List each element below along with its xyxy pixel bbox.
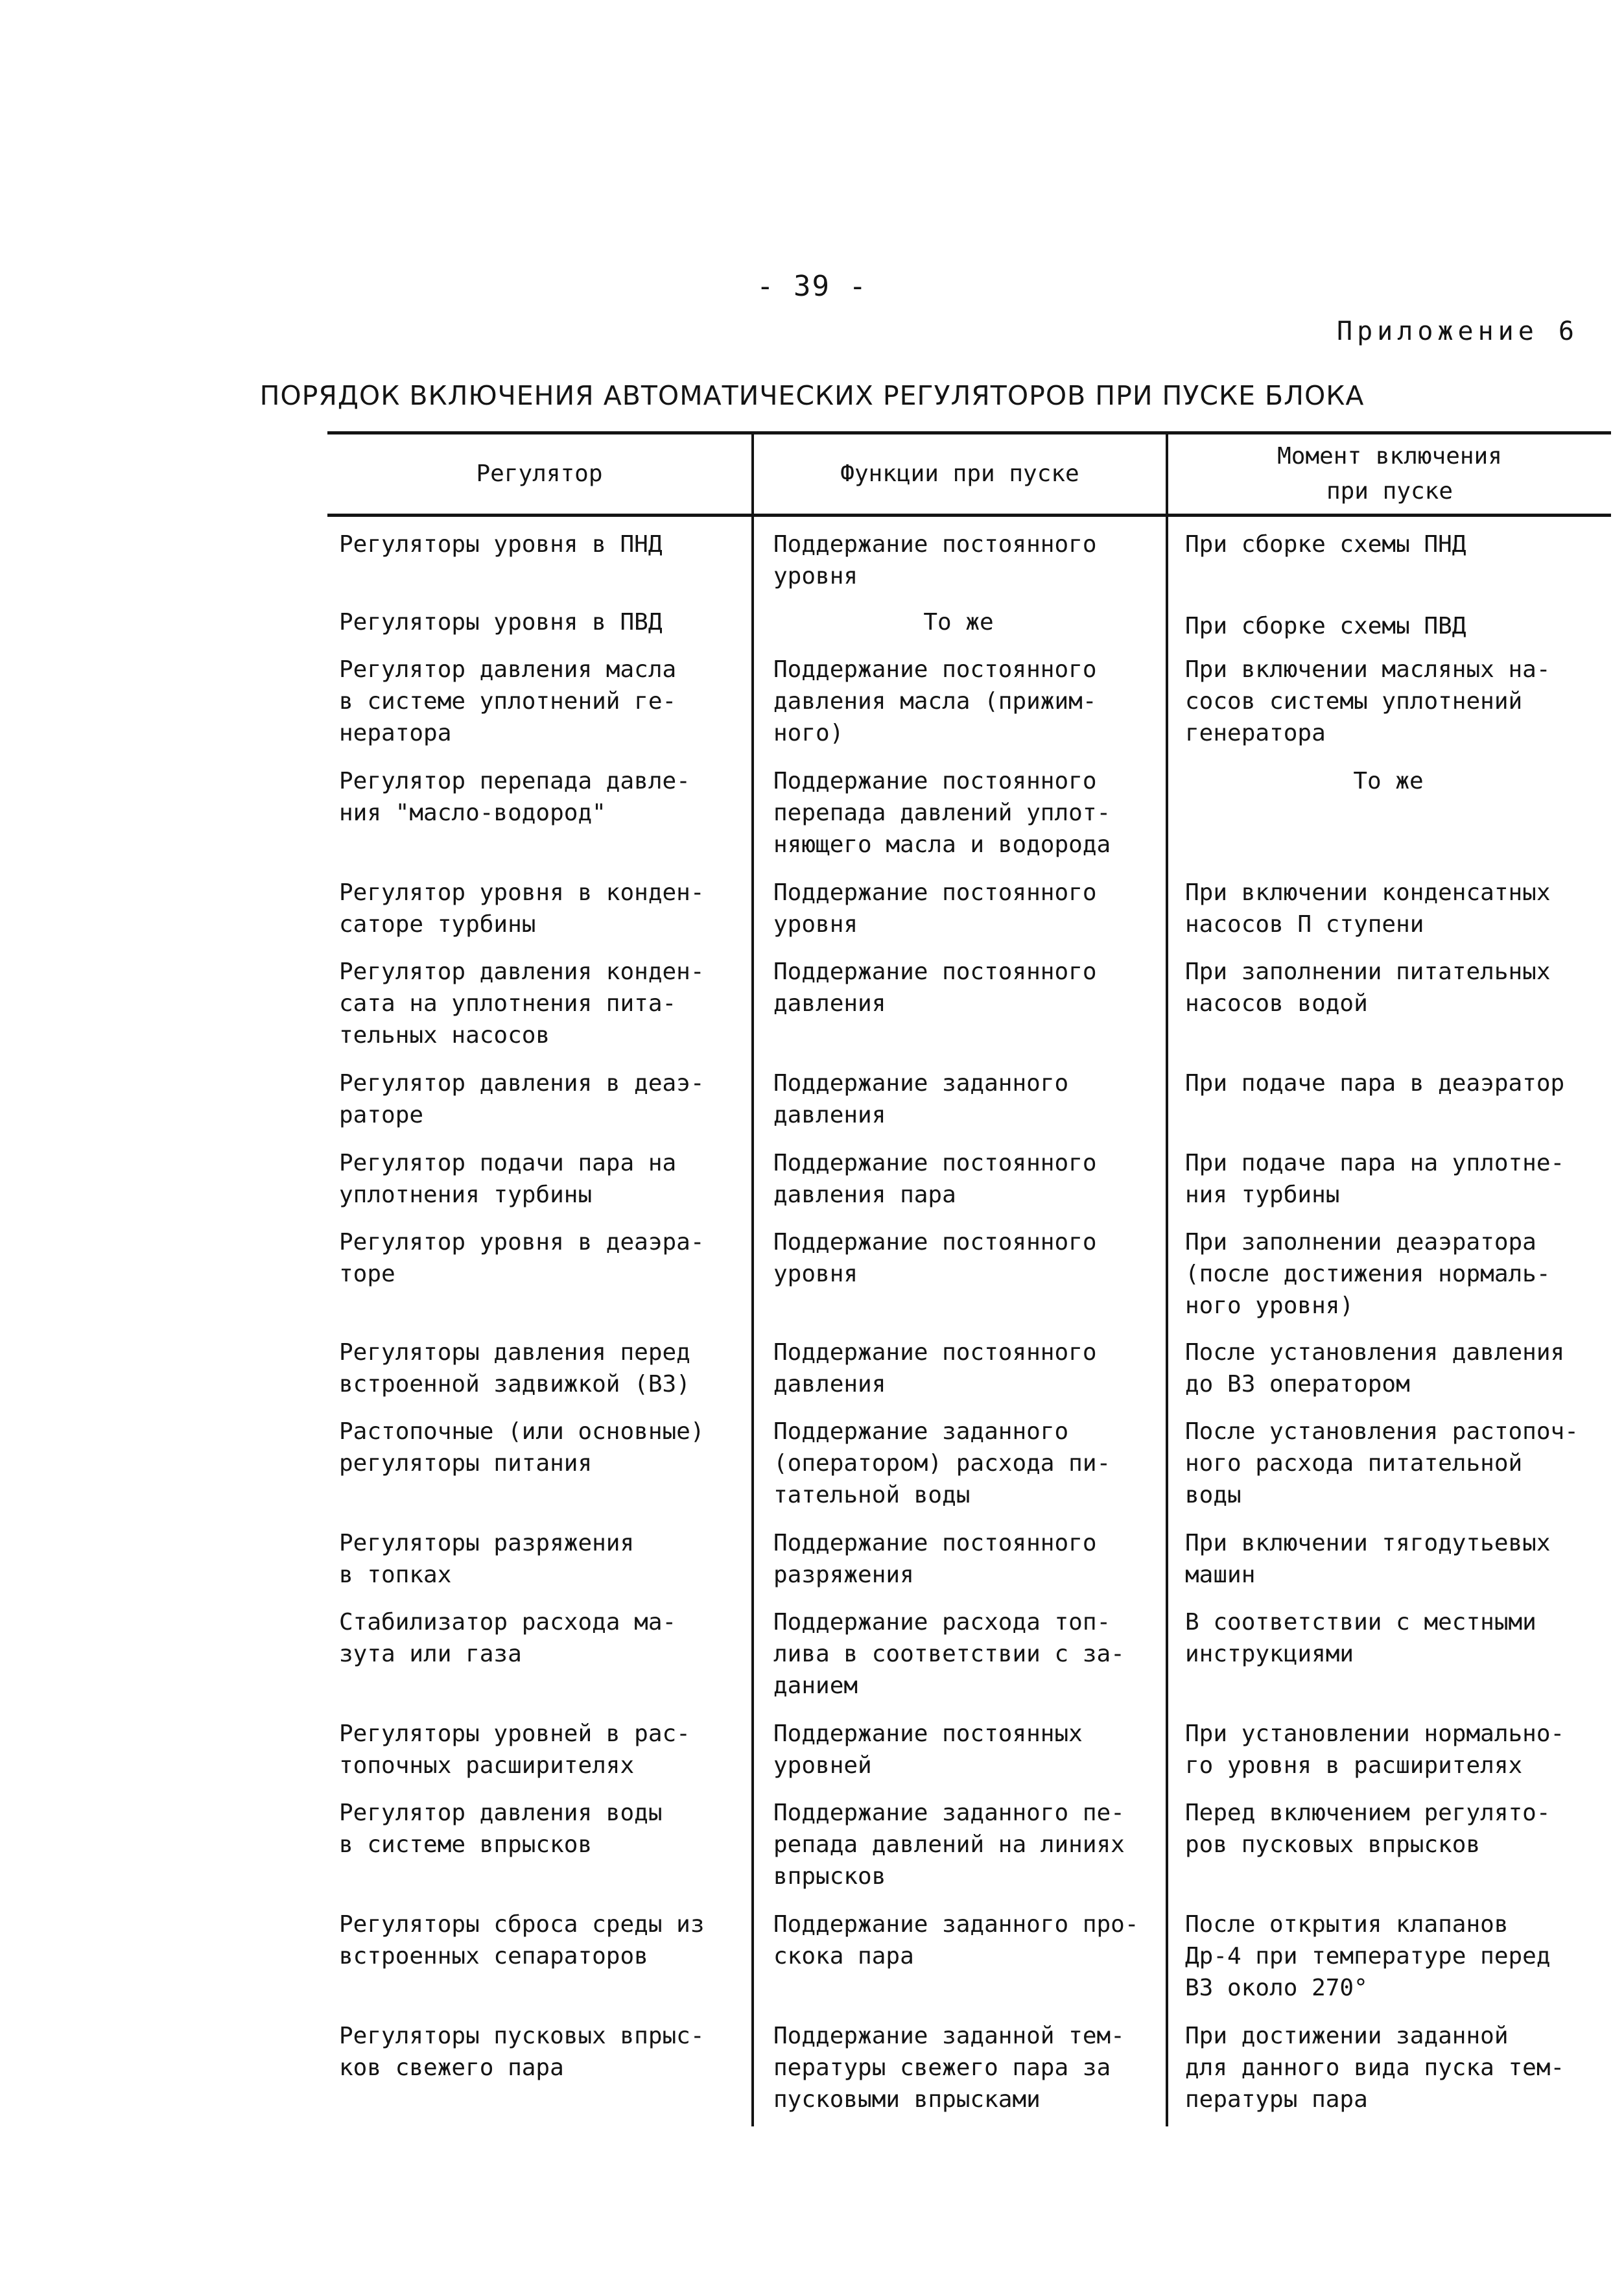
- table-row: [327, 877, 1611, 956]
- table-row: [327, 1226, 1611, 1337]
- function-cell: Поддержание заданного (оператором) расхода пи- тательной воды: [773, 1418, 1111, 1508]
- function-cell: Поддержание постоянного уровня: [773, 531, 1097, 589]
- moment-cell: При заполнении деаэратора (после достижения нормаль- ного уровня): [1185, 1229, 1551, 1319]
- function-cell: Поддержание постоянного уровня: [773, 879, 1097, 938]
- column-header-function: Функции при пуске: [840, 460, 1079, 487]
- regulator-cell: Регулятор уровня в деаэра- торе: [339, 1229, 705, 1287]
- regulator-cell: Регулятор давления конден- сата на уплотнения пита- тельных насосов: [339, 958, 705, 1049]
- regulator-cell: Регулятор давления воды в системе впрысков: [339, 1800, 663, 1858]
- moment-cell: При сборке схемы ПВД: [1185, 613, 1466, 639]
- regulator-cell: Регуляторы давления перед встроенной задвижкой (ВЗ): [339, 1339, 690, 1398]
- page-number: - 39 -: [757, 270, 867, 303]
- moment-cell: В соответствии с местными инструкциями: [1185, 1609, 1536, 1667]
- function-cell: Поддержание постоянного давления: [773, 958, 1097, 1017]
- function-cell: Поддержание постоянного уровня: [773, 1229, 1097, 1287]
- regulator-cell: Регуляторы разряжения в топках: [339, 1530, 635, 1588]
- function-cell: Поддержание постоянного давления пара: [773, 1150, 1097, 1208]
- function-cell: Поддержание расхода топ- лива в соответствии с за- данием: [773, 1609, 1125, 1699]
- regulator-cell: Регуляторы уровня в ПНД: [339, 531, 663, 558]
- table-row: [327, 654, 1611, 765]
- regulator-cell: Регуляторы сброса среды из встроенных сепараторов: [339, 1911, 705, 1969]
- moment-cell: Перед включением регулято- ров пусковых впрысков: [1185, 1800, 1551, 1858]
- moment-cell: При установлении нормально- го уровня в расширителях: [1185, 1720, 1565, 1779]
- regulator-cell: Регулятор уровня в конден- саторе турбины: [339, 879, 705, 938]
- table-row: [327, 529, 1611, 606]
- function-cell: Поддержание заданного про- скока пара: [773, 1911, 1139, 1969]
- regulator-cell: Регулятор подачи пара на уплотнения турбины: [339, 1150, 677, 1208]
- moment-cell: При достижении заданной для данного вида пуска тем- пературы пара: [1185, 2023, 1565, 2113]
- table-row: [327, 1337, 1611, 1416]
- regulator-cell: Регуляторы уровней в рас- топочных расширителях: [339, 1720, 690, 1779]
- moment-cell: После установления растопоч- ного расхода питательной воды: [1185, 1418, 1579, 1508]
- table-row: [327, 1797, 1611, 1909]
- column-header-regulator: Регулятор: [476, 460, 603, 487]
- table-header-rule: [327, 514, 1611, 517]
- regulator-cell: Регулятор перепада давле- ния "масло-водород": [339, 768, 690, 826]
- function-cell: Поддержание заданной тем- пературы свежего пара за пусковыми впрысками: [773, 2023, 1125, 2113]
- regulators-table: [327, 431, 1611, 2127]
- function-cell: Поддержание заданного пе- репада давлений на линиях впрысков: [773, 1800, 1125, 1890]
- regulator-cell: Растопочные (или основные) регуляторы питания: [339, 1418, 705, 1477]
- table-row: [327, 1147, 1611, 1226]
- column-header-moment: Момент включения при пуске: [1277, 443, 1502, 505]
- table-row: [327, 1527, 1611, 1606]
- table-row: [327, 1067, 1611, 1147]
- table-row: [327, 765, 1611, 877]
- moment-cell: После установления давления до ВЗ оператором: [1185, 1339, 1565, 1398]
- moment-cell: При сборке схемы ПНД: [1185, 531, 1466, 558]
- table-row: [327, 1416, 1611, 1527]
- function-cell: Поддержание постоянного давления: [773, 1339, 1097, 1398]
- appendix-label: Приложение 6: [1337, 316, 1579, 346]
- table-body: [327, 529, 1611, 2117]
- function-cell: Поддержание постоянного разряжения: [773, 1530, 1097, 1588]
- function-cell: Поддержание заданного давления: [773, 1070, 1069, 1128]
- regulator-cell: Регулятор давления масла в системе уплотнений ге- нератора: [339, 656, 677, 746]
- moment-cell: При включении тягодутьевых машин: [1185, 1530, 1551, 1588]
- moment-cell: То же: [1353, 768, 1424, 794]
- moment-cell: При подаче пара в деаэратор: [1185, 1070, 1565, 1097]
- document-title: ПОРЯДОК ВКЛЮЧЕНИЯ АВТОМАТИЧЕСКИХ РЕГУЛЯТОРОВ ПРИ ПУСКЕ БЛОКА: [259, 380, 1365, 411]
- function-cell: Поддержание постоянного перепада давлений уплот- няющего масла и водорода: [773, 768, 1111, 858]
- regulator-cell: Стабилизатор расхода ма- зута или газа: [339, 1609, 677, 1667]
- function-cell: Поддержание постоянных уровней: [773, 1720, 1083, 1779]
- moment-cell: При подаче пара на уплотне- ния турбины: [1185, 1150, 1565, 1208]
- regulator-cell: Регуляторы уровня в ПВД: [339, 609, 663, 636]
- table-row: [327, 606, 1611, 654]
- moment-cell: При включении масляных на- сосов системы уплотнений генератора: [1185, 656, 1551, 746]
- moment-cell: При заполнении питательных насосов водой: [1185, 958, 1551, 1017]
- table-row: [327, 956, 1611, 1067]
- table-row: [327, 1909, 1611, 2020]
- table-row: [327, 1718, 1611, 1797]
- function-cell: Поддержание постоянного давления масла (прижим- ного): [773, 656, 1097, 746]
- function-cell: То же: [923, 609, 994, 636]
- regulator-cell: Регуляторы пусковых впрыс- ков свежего пара: [339, 2023, 705, 2081]
- moment-cell: После открытия клапанов Др-4 при температуре перед ВЗ около 270°: [1185, 1911, 1551, 2001]
- moment-cell: При включении конденсатных насосов П ступени: [1185, 879, 1551, 938]
- table-row: [327, 2020, 1611, 2117]
- regulator-cell: Регулятор давления в деаэ- раторе: [339, 1070, 705, 1128]
- table-row: [327, 1606, 1611, 1718]
